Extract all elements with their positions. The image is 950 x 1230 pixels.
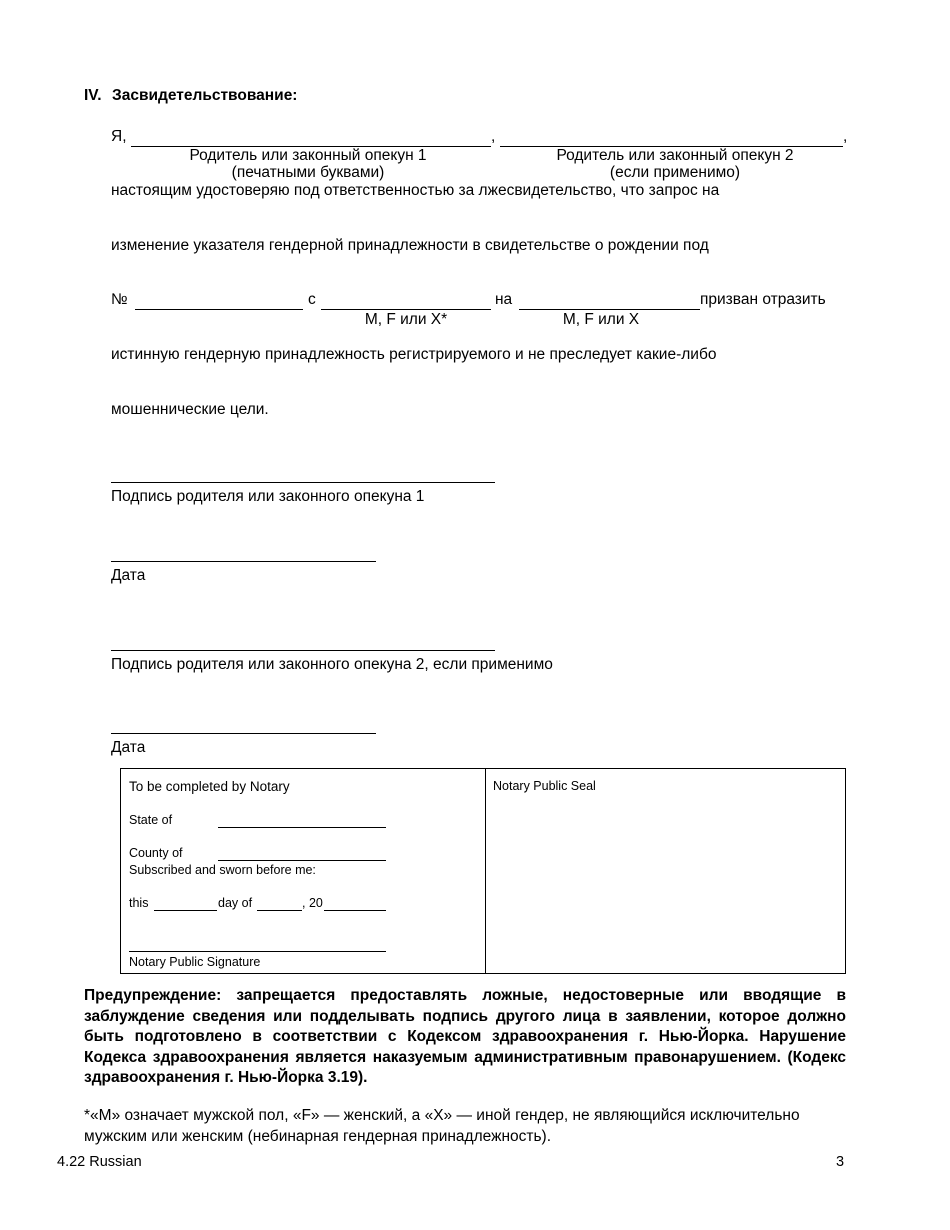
guardian1-note: (печатными буквами) — [231, 164, 385, 181]
to-gender-hint: M, F или X — [562, 311, 640, 328]
date1-label: Дата — [111, 567, 146, 584]
date2-label: Дата — [111, 739, 146, 756]
section-title: Засвидетельствование: — [112, 87, 298, 104]
from-gender-hint: M, F или X* — [364, 311, 448, 328]
attestation-line-5: мошеннические цели. — [111, 401, 269, 418]
notary-day-of-label: day of — [218, 896, 253, 910]
notary-state-label: State of — [129, 813, 173, 827]
comma-1: , — [491, 128, 496, 145]
purpose-text: призван отразить — [700, 291, 826, 308]
from-label: с — [308, 291, 316, 308]
guardian1-signature-field[interactable] — [111, 482, 495, 483]
guardian1-label: Родитель или законный опекун 1 — [189, 147, 427, 164]
notary-county-field[interactable] — [218, 860, 386, 861]
notary-year-prefix: , 20 — [302, 896, 323, 910]
notary-signature-field[interactable] — [129, 951, 386, 952]
to-gender-field[interactable] — [519, 309, 700, 310]
guardian2-note: (если применимо) — [609, 164, 741, 181]
notary-divider — [485, 769, 486, 973]
to-label: на — [495, 291, 513, 308]
certificate-number-field[interactable] — [135, 309, 303, 310]
warning-paragraph: Предупреждение: запрещается предоставлять ложные, недостоверные или вводящие в заблуждение сведения или подделывать подпись другого лица в заявлении, которое должно быть подготовлено в соответствии с Кодексом здравоохранения г. Нью-Йорка. Нарушение Кодекса здравоохранения является наказуемым административным правонарушением. (Кодекс здравоохранения г. Нью-Йорка 3.19). — [84, 987, 846, 1086]
date1-field[interactable] — [111, 561, 376, 562]
notary-state-field[interactable] — [218, 827, 386, 828]
i-label: Я, — [111, 128, 127, 145]
footer-version: 4.22 Russian — [57, 1154, 142, 1170]
notary-county-label: County of — [129, 846, 183, 860]
guardian2-signature-field[interactable] — [111, 650, 495, 651]
notary-section — [120, 768, 846, 974]
section-number: IV. — [84, 87, 102, 104]
page-number: 3 — [836, 1154, 845, 1170]
notary-year-field[interactable] — [324, 910, 386, 911]
attestation-line-2: изменение указателя гендерной принадлежности в свидетельстве о рождении под — [111, 237, 709, 254]
number-sign: № — [111, 291, 128, 308]
notary-day-field[interactable] — [154, 910, 217, 911]
guardian2-signature-label: Подпись родителя или законного опекуна 2, если применимо — [111, 656, 553, 673]
comma-2: , — [843, 128, 848, 145]
notary-this-label: this — [129, 896, 149, 910]
notary-heading: To be completed by Notary — [129, 779, 290, 794]
notary-month-field[interactable] — [257, 910, 302, 911]
guardian1-signature-label: Подпись родителя или законного опекуна 1 — [111, 488, 425, 505]
guardian2-label: Родитель или законный опекун 2 — [556, 147, 794, 164]
notary-seal-label: Notary Public Seal — [493, 779, 596, 793]
notary-signature-label: Notary Public Signature — [129, 955, 261, 969]
date2-field[interactable] — [111, 733, 376, 734]
notary-sworn-label: Subscribed and sworn before me: — [129, 863, 316, 877]
attestation-line-1: настоящим удостоверяю под ответственностью за лжесвидетельство, что запрос на — [111, 182, 720, 199]
from-gender-field[interactable] — [321, 309, 491, 310]
attestation-line-4: истинную гендерную принадлежность регистрируемого и не преследует какие-либо — [111, 346, 717, 363]
gender-footnote: *«M» означает мужской пол, «F» — женский, а «X» — иной гендер, не являющийся исключительно мужским или женским (небинарная гендерная принадлежность). — [84, 1107, 800, 1145]
